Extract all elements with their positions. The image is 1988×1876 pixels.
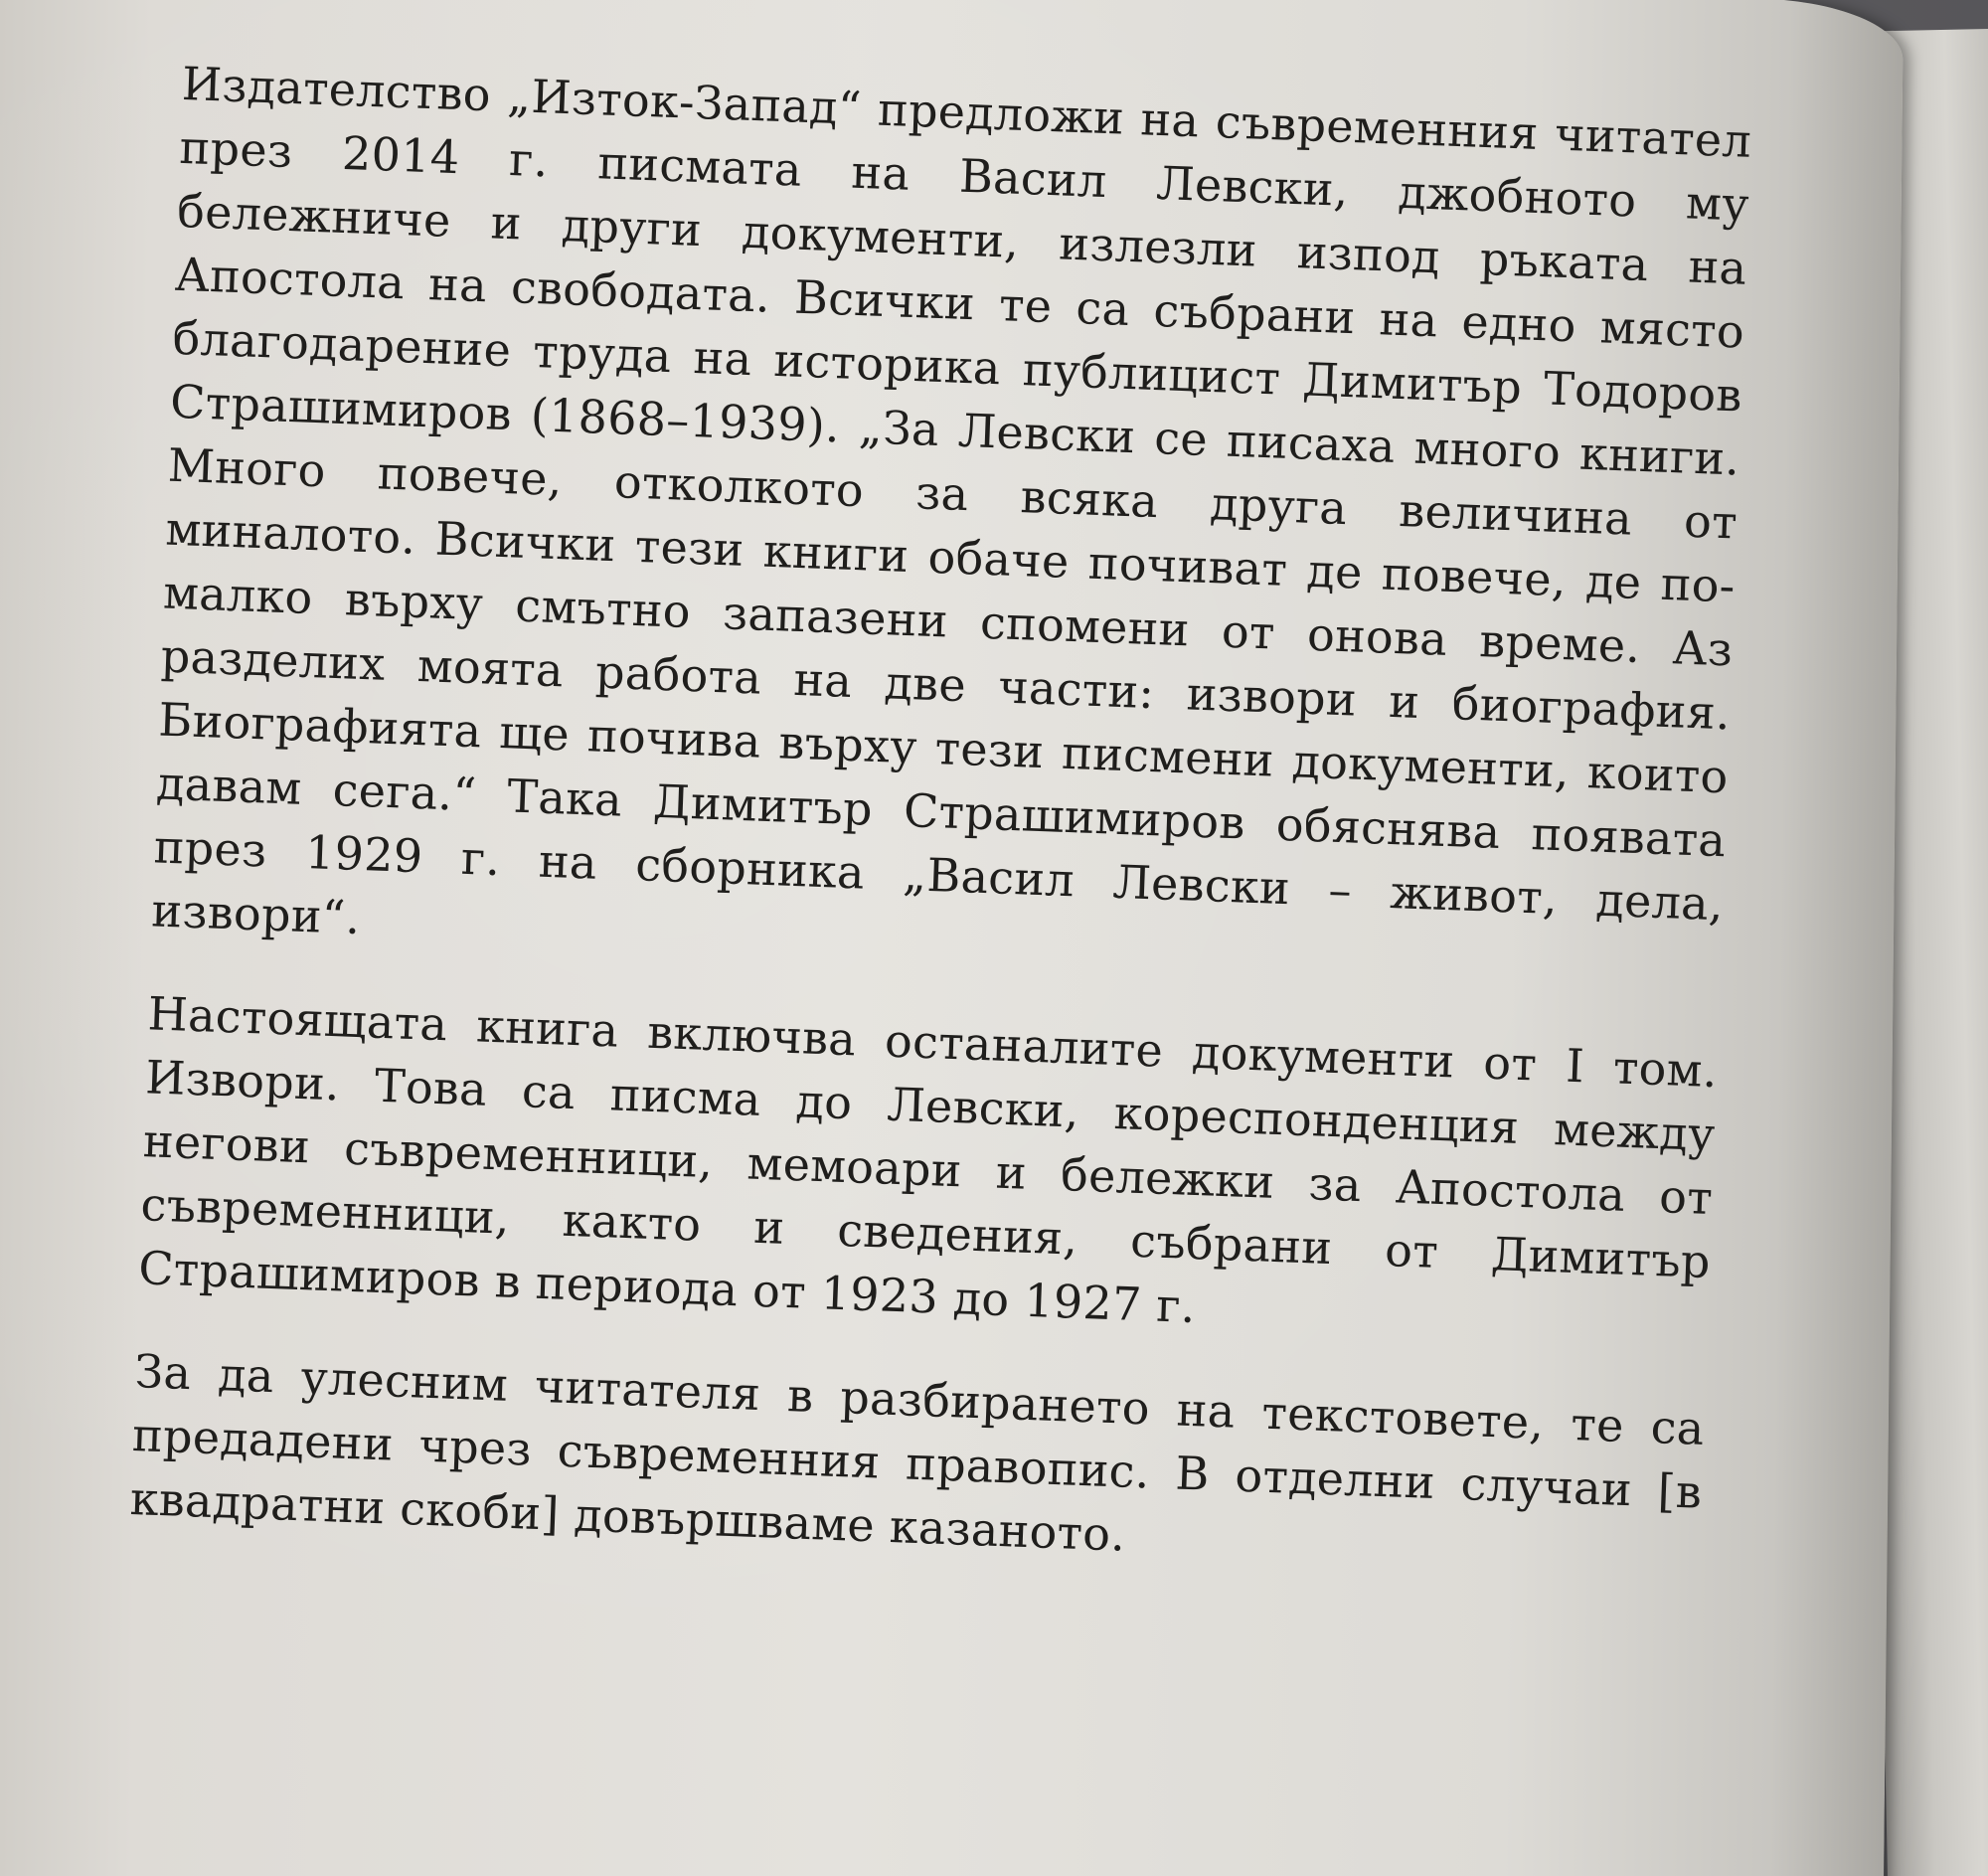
paragraph-publisher-intro: Издателство „Изток-Запад“ предложи на съвременния читател през 2014 г. писмата на Васил Левски, джобното му бележниче и други документи, излезли изпод ръката на Апостола на свободата. Всички те са събрани на едно място благодарение труда на историка публицист Димитър Тодоров Страшимиров (1868–1939). „За Левски се писаха много книги. Много повече, отколкото за всяка друга величина от миналото. Всички тези книги обаче почиват де повече, де по-малко върху смътно запазени спомени от онова време. Аз разделих моята работа на две части: извори и биография. Биографията ще почива върху тези писмени документи, които давам сега.“ Така Димитър Страшимиров обяснява появата през 1929 г. на сборника „Васил Левски – живот, дела, извори“.	[150, 56, 1753, 945]
paragraph-editorial-note: За да улесним читателя в разбирането на текстовете, те са предадени чрез съвременния правопис. В отделни случаи [в квадратни скоби] довършваме казаното.	[128, 1344, 1706, 1562]
paragraph-book-contents: Настоящата книга включва останалите документи от I том. Извори. Това са писма до Левски, кореспонденция между негови съвременници, мемоари и бележки за Апостола от съвременници, както и сведения, събрани от Димитър Страшимиров в периода от 1923 до 1927 г.	[137, 986, 1719, 1334]
page-text	[127, 52, 1752, 1627]
